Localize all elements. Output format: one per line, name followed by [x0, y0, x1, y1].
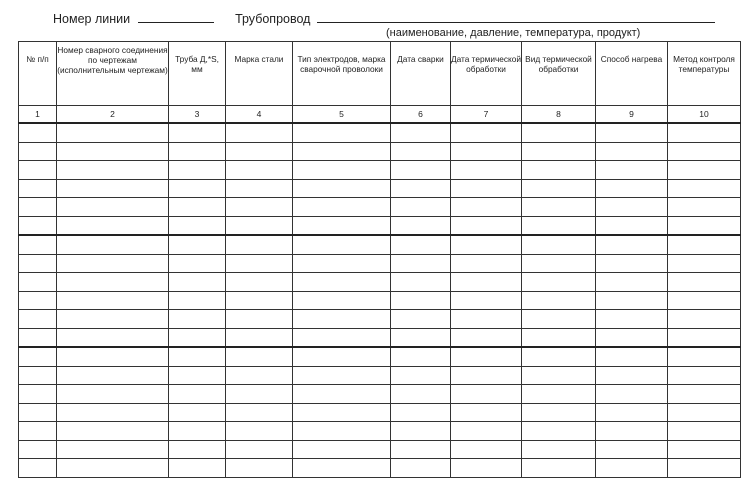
- table-cell[interactable]: [57, 161, 169, 180]
- col-number: 9: [596, 106, 668, 124]
- table-cell[interactable]: [169, 123, 226, 142]
- table-cell[interactable]: [596, 273, 668, 292]
- table-cell[interactable]: [522, 235, 596, 254]
- table-cell[interactable]: [668, 459, 741, 478]
- table-cell[interactable]: [19, 216, 57, 235]
- table-cell[interactable]: [293, 235, 391, 254]
- table-cell[interactable]: [391, 328, 451, 347]
- col-number: 8: [522, 106, 596, 124]
- table-cell[interactable]: [391, 161, 451, 180]
- table-cell[interactable]: [451, 440, 522, 459]
- table-cell[interactable]: [169, 385, 226, 404]
- table-cell[interactable]: [57, 310, 169, 329]
- table-cell[interactable]: [522, 403, 596, 422]
- table-cell[interactable]: [391, 310, 451, 329]
- table-cell[interactable]: [391, 254, 451, 273]
- table-cell[interactable]: [668, 440, 741, 459]
- table-cell[interactable]: [169, 198, 226, 217]
- table-cell[interactable]: [451, 291, 522, 310]
- table-cell[interactable]: [391, 216, 451, 235]
- header-row: [19, 42, 741, 106]
- table-cell[interactable]: [169, 161, 226, 180]
- table-cell[interactable]: [451, 366, 522, 385]
- table-row: [19, 385, 741, 404]
- col-number: 5: [293, 106, 391, 124]
- table-cell[interactable]: [226, 216, 293, 235]
- table-cell[interactable]: [19, 403, 57, 422]
- col-header-2: Номер сварного соединения по чертежам (исполнительным чертежам): [57, 42, 169, 106]
- col-number: 7: [451, 106, 522, 124]
- table-cell[interactable]: [19, 198, 57, 217]
- table-cell[interactable]: [293, 422, 391, 441]
- col-number: 2: [57, 106, 169, 124]
- table-cell[interactable]: [19, 328, 57, 347]
- table-cell[interactable]: [19, 161, 57, 180]
- col-header-9: Способ нагрева: [596, 42, 668, 106]
- table-cell[interactable]: [596, 366, 668, 385]
- table-cell[interactable]: [522, 328, 596, 347]
- table-cell[interactable]: [391, 385, 451, 404]
- table-cell[interactable]: [668, 235, 741, 254]
- table-cell[interactable]: [391, 403, 451, 422]
- table-cell[interactable]: [226, 198, 293, 217]
- table-row: [19, 291, 741, 310]
- table-cell[interactable]: [522, 366, 596, 385]
- table-cell[interactable]: [293, 273, 391, 292]
- table-cell[interactable]: [668, 328, 741, 347]
- table-cell[interactable]: [391, 347, 451, 366]
- table-cell[interactable]: [57, 254, 169, 273]
- table-cell[interactable]: [57, 328, 169, 347]
- col-header-7: Дата термической обработки: [451, 42, 522, 106]
- table-cell[interactable]: [19, 310, 57, 329]
- table-cell[interactable]: [169, 273, 226, 292]
- table-cell[interactable]: [19, 123, 57, 142]
- table-cell[interactable]: [522, 179, 596, 198]
- table-cell[interactable]: [391, 198, 451, 217]
- table-cell[interactable]: [596, 403, 668, 422]
- table-cell[interactable]: [668, 422, 741, 441]
- table-cell[interactable]: [169, 254, 226, 273]
- table-row: [19, 254, 741, 273]
- table-cell[interactable]: [226, 235, 293, 254]
- table-cell[interactable]: [451, 403, 522, 422]
- table-row: [19, 235, 741, 254]
- col-number: 6: [391, 106, 451, 124]
- table-cell[interactable]: [57, 142, 169, 161]
- table-cell[interactable]: [451, 459, 522, 478]
- table-cell[interactable]: [57, 403, 169, 422]
- line-number-label: Номер линии: [53, 12, 131, 26]
- col-number: 3: [169, 106, 226, 124]
- table-cell[interactable]: [226, 142, 293, 161]
- table-cell[interactable]: [596, 310, 668, 329]
- table-cell[interactable]: [522, 198, 596, 217]
- table-cell[interactable]: [57, 347, 169, 366]
- table-cell[interactable]: [451, 347, 522, 366]
- table-cell[interactable]: [596, 142, 668, 161]
- table-row: [19, 403, 741, 422]
- table-cell[interactable]: [668, 310, 741, 329]
- table-cell[interactable]: [668, 142, 741, 161]
- table-cell[interactable]: [19, 179, 57, 198]
- table-cell[interactable]: [522, 291, 596, 310]
- table-cell[interactable]: [668, 254, 741, 273]
- table-cell[interactable]: [293, 328, 391, 347]
- table-cell[interactable]: [451, 310, 522, 329]
- table-cell[interactable]: [451, 328, 522, 347]
- table-cell[interactable]: [293, 347, 391, 366]
- table-cell[interactable]: [169, 459, 226, 478]
- table-cell[interactable]: [19, 347, 57, 366]
- table-cell[interactable]: [169, 216, 226, 235]
- table-row: [19, 366, 741, 385]
- table-cell[interactable]: [169, 235, 226, 254]
- table-cell[interactable]: [293, 310, 391, 329]
- col-header-5: Тип электродов, марка сварочной проволоки: [293, 42, 391, 106]
- table-cell[interactable]: [668, 179, 741, 198]
- table-row: [19, 273, 741, 292]
- table-cell[interactable]: [391, 459, 451, 478]
- number-row: [19, 106, 741, 124]
- table-cell[interactable]: [19, 366, 57, 385]
- table-cell[interactable]: [522, 254, 596, 273]
- table-cell[interactable]: [57, 291, 169, 310]
- table-cell[interactable]: [668, 347, 741, 366]
- table-cell[interactable]: [668, 216, 741, 235]
- table-cell[interactable]: [226, 123, 293, 142]
- table-cell[interactable]: [522, 216, 596, 235]
- table-cell[interactable]: [522, 310, 596, 329]
- table-row: [19, 161, 741, 180]
- table-cell[interactable]: [226, 440, 293, 459]
- col-header-1: № п/п: [19, 42, 57, 106]
- table-cell[interactable]: [226, 366, 293, 385]
- col-header-6: Дата сварки: [391, 42, 451, 106]
- table-cell[interactable]: [226, 291, 293, 310]
- table-cell[interactable]: [522, 422, 596, 441]
- table-cell[interactable]: [391, 179, 451, 198]
- table-cell[interactable]: [226, 347, 293, 366]
- table-cell[interactable]: [596, 459, 668, 478]
- table-cell[interactable]: [226, 459, 293, 478]
- table-cell[interactable]: [391, 422, 451, 441]
- col-header-10: Метод контроля температуры: [668, 42, 741, 106]
- table-row: [19, 142, 741, 161]
- table-cell[interactable]: [169, 366, 226, 385]
- table-cell[interactable]: [668, 273, 741, 292]
- table-row: [19, 123, 741, 142]
- pipeline-label: Трубопровод: [235, 12, 311, 26]
- table-cell[interactable]: [19, 273, 57, 292]
- table-cell[interactable]: [19, 440, 57, 459]
- table-cell[interactable]: [451, 142, 522, 161]
- table-cell[interactable]: [451, 235, 522, 254]
- table-cell[interactable]: [57, 273, 169, 292]
- table-cell[interactable]: [293, 366, 391, 385]
- table-cell[interactable]: [293, 161, 391, 180]
- table-row: [19, 347, 741, 366]
- table-cell[interactable]: [596, 254, 668, 273]
- table-cell[interactable]: [668, 123, 741, 142]
- table-row: [19, 459, 741, 478]
- table-cell[interactable]: [596, 328, 668, 347]
- col-number: 4: [226, 106, 293, 124]
- table-cell[interactable]: [226, 310, 293, 329]
- table-cell[interactable]: [596, 198, 668, 217]
- table-cell[interactable]: [391, 291, 451, 310]
- table-cell[interactable]: [522, 123, 596, 142]
- col-number: 10: [668, 106, 741, 124]
- table-cell[interactable]: [522, 347, 596, 366]
- table-cell[interactable]: [391, 235, 451, 254]
- table-cell[interactable]: [226, 254, 293, 273]
- table-cell[interactable]: [226, 161, 293, 180]
- table-cell[interactable]: [169, 142, 226, 161]
- col-header-4: Марка стали: [226, 42, 293, 106]
- weld-log-table: [18, 41, 741, 478]
- table-row: [19, 179, 741, 198]
- table-cell[interactable]: [668, 403, 741, 422]
- table-cell[interactable]: [293, 291, 391, 310]
- table-cell[interactable]: [226, 422, 293, 441]
- table-cell[interactable]: [596, 291, 668, 310]
- table-row: [19, 310, 741, 329]
- table-cell[interactable]: [596, 161, 668, 180]
- table-cell[interactable]: [391, 273, 451, 292]
- table-cell[interactable]: [169, 291, 226, 310]
- table-cell[interactable]: [57, 235, 169, 254]
- table-cell[interactable]: [522, 459, 596, 478]
- table-cell[interactable]: [668, 161, 741, 180]
- table-cell[interactable]: [293, 440, 391, 459]
- table-cell[interactable]: [169, 403, 226, 422]
- table-cell[interactable]: [19, 422, 57, 441]
- table-cell[interactable]: [668, 198, 741, 217]
- table-cell[interactable]: [668, 385, 741, 404]
- table-cell[interactable]: [226, 385, 293, 404]
- table-row: [19, 440, 741, 459]
- table-cell[interactable]: [57, 123, 169, 142]
- table-cell[interactable]: [19, 254, 57, 273]
- table-cell[interactable]: [451, 216, 522, 235]
- table-cell[interactable]: [57, 440, 169, 459]
- table-cell[interactable]: [668, 291, 741, 310]
- table-cell[interactable]: [596, 216, 668, 235]
- table-row: [19, 328, 741, 347]
- table-cell[interactable]: [293, 198, 391, 217]
- table-cell[interactable]: [451, 198, 522, 217]
- table-cell[interactable]: [57, 198, 169, 217]
- table-cell[interactable]: [57, 366, 169, 385]
- table-cell[interactable]: [391, 123, 451, 142]
- table-row: [19, 216, 741, 235]
- table-cell[interactable]: [293, 254, 391, 273]
- table-cell[interactable]: [226, 273, 293, 292]
- table-cell[interactable]: [293, 403, 391, 422]
- table-cell[interactable]: [391, 142, 451, 161]
- table-cell[interactable]: [293, 123, 391, 142]
- table-cell[interactable]: [19, 459, 57, 478]
- table-cell[interactable]: [293, 216, 391, 235]
- table-cell[interactable]: [57, 422, 169, 441]
- table-cell[interactable]: [57, 385, 169, 404]
- table-cell[interactable]: [522, 385, 596, 404]
- table-cell[interactable]: [451, 385, 522, 404]
- table-cell[interactable]: [522, 273, 596, 292]
- header-line: [53, 12, 715, 26]
- table-cell[interactable]: [596, 440, 668, 459]
- table-cell[interactable]: [19, 142, 57, 161]
- table-cell[interactable]: [19, 291, 57, 310]
- table-cell[interactable]: [522, 440, 596, 459]
- table-cell[interactable]: [596, 235, 668, 254]
- table-cell[interactable]: [451, 161, 522, 180]
- table-cell[interactable]: [169, 328, 226, 347]
- pipeline-field[interactable]: [317, 12, 715, 23]
- table-cell[interactable]: [19, 235, 57, 254]
- table-cell[interactable]: [293, 459, 391, 478]
- table-cell[interactable]: [668, 366, 741, 385]
- table-cell[interactable]: [169, 310, 226, 329]
- table-cell[interactable]: [169, 422, 226, 441]
- col-header-8: Вид термической обработки: [522, 42, 596, 106]
- table-cell[interactable]: [169, 440, 226, 459]
- table-cell[interactable]: [293, 385, 391, 404]
- table-cell[interactable]: [596, 347, 668, 366]
- table-cell[interactable]: [57, 216, 169, 235]
- table-cell[interactable]: [169, 179, 226, 198]
- col-header-3: Труба Д,*S, мм: [169, 42, 226, 106]
- table-cell[interactable]: [451, 273, 522, 292]
- table-cell[interactable]: [57, 459, 169, 478]
- table-cell[interactable]: [226, 179, 293, 198]
- table-cell[interactable]: [451, 254, 522, 273]
- table-cell[interactable]: [57, 179, 169, 198]
- table-cell[interactable]: [451, 123, 522, 142]
- table-cell[interactable]: [169, 347, 226, 366]
- table-cell[interactable]: [522, 161, 596, 180]
- table-cell[interactable]: [596, 179, 668, 198]
- table-cell[interactable]: [391, 366, 451, 385]
- table-cell[interactable]: [596, 385, 668, 404]
- table-cell[interactable]: [293, 179, 391, 198]
- table-cell[interactable]: [226, 328, 293, 347]
- table-cell[interactable]: [19, 385, 57, 404]
- table-cell[interactable]: [596, 422, 668, 441]
- table-row: [19, 422, 741, 441]
- table-cell[interactable]: [293, 142, 391, 161]
- table-cell[interactable]: [391, 440, 451, 459]
- table-cell[interactable]: [451, 422, 522, 441]
- table-cell[interactable]: [226, 403, 293, 422]
- table-cell[interactable]: [451, 179, 522, 198]
- table-cell[interactable]: [596, 123, 668, 142]
- col-number: 1: [19, 106, 57, 124]
- line-number-field[interactable]: [138, 12, 214, 23]
- table-cell[interactable]: [522, 142, 596, 161]
- pipeline-hint: (наименование, давление, температура, продукт): [386, 27, 641, 39]
- table-row: [19, 198, 741, 217]
